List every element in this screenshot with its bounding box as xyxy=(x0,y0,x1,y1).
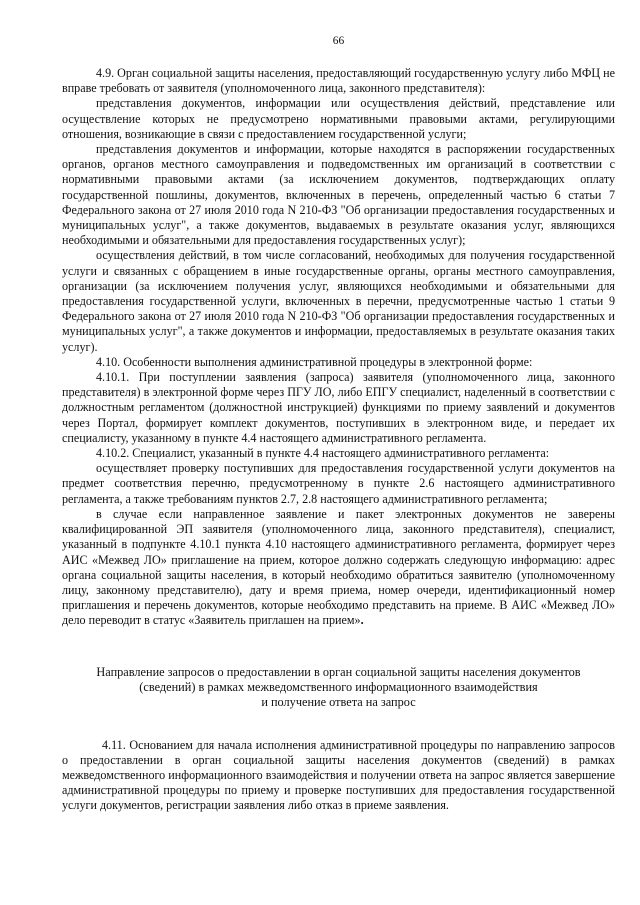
paragraph-list-item-1: представления документов, информации или осуществления действий, представление или осуществление которых не предусмотрено нормативными правовыми актами, регулирующими отношения, возникающие в связи с предоставлением государственной услуги; xyxy=(62,96,615,141)
document-page xyxy=(62,34,615,814)
paragraph-list-item-3: осуществления действий, в том числе согласований, необходимых для получения государственной услуги и связанных с обращением в иные государственные органы, органы местного самоуправления, организации (за исключением получения услуг, являющихся необходимыми и обязательными для предоставления государственной услуги, включенных в перечни, предусмотренные частью 1 статьи 9 Федерального закона от 27 июля 2010 года N 210-ФЗ "Об организации предоставления государственных и муниципальных услуг", а также документов и информации, предоставляемых в результате оказания таких услуг). xyxy=(62,248,615,354)
paragraph-verification: осуществляет проверку поступивших для предоставления государственной услуги документов на предмет соответствия перечню, предусмотренному в пункте 2.6 настоящего административного регламента, а также требованиям пунктов 2.7, 2.8 настоящего административного регламента; xyxy=(62,461,615,506)
body-text-bottom xyxy=(62,738,615,814)
paragraph-4-10: 4.10. Особенности выполнения административной процедуры в электронной форме: xyxy=(96,354,533,369)
section-heading-line-2: (сведений) в рамках межведомственного информационного взаимодействия xyxy=(139,679,538,694)
section-heading-line-1: Направление запросов о предоставлении в орган социальной защиты населения документов xyxy=(96,664,581,679)
paragraph-invitation xyxy=(62,507,615,629)
paragraph-4-11: 4.11. Основанием для начала исполнения административной процедуры по направлению запросов о предоставлении в орган социальной защиты населения документов (сведений) в рамках межведомственного информационного взаимодействия и получении ответа на запрос является завершение административной процедуры по приему и проверке поступивших для предоставления государственной услуги документов, регистрации заявления либо отказ в приеме заявления. xyxy=(62,737,615,813)
paragraph-4-9: 4.9. Орган социальной защиты населения, предоставляющий государственную услугу либо МФЦ не вправе требовать от заявителя (уполномоченного лица, законного представителя): xyxy=(62,66,615,96)
paragraph-invitation-text: в случае если направленное заявление и пакет электронных документов не заверены квалифицированной ЭП заявителя (уполномоченного лица, законного представителя), специалист, указанный в подпункте 4.10.1 пункта 4.10 настоящего административного регламента, формирует через АИС «Межвед ЛО» приглашение на прием, которое должно содержать следующую информацию: адрес органа социальной защиты населения, в который необходимо обратиться заявителю (уполномоченному лицу, законному представителю), дату и время приема, номер очереди, идентификационный номер приглашения и перечень документов, которые необходимо представить на приеме. В АИС «Межвед ЛО» дело переводит в статус «Заявитель приглашен на прием» xyxy=(62,506,615,628)
paragraph-4-10-1: 4.10.1. При поступлении заявления (запроса) заявителя (уполномоченного лица, законного представителя) в электронной форме через ПГУ ЛО, либо ЕПГУ специалист, наделенный в соответствии с должностным регламентом (должностной инструкцией) функциями по приему заявлений и документов через Портал, формирует комплект документов, поступивших в электронном виде, и передает их специалисту, указанному в пункте 4.4 настоящего административного регламента. xyxy=(62,370,615,445)
paragraph-list-item-2: представления документов и информации, которые находятся в распоряжении государственных органов, органов местного самоуправления и подведомственных им организаций в соответствии с нормативными правовыми актами (за исключением документов, подтверждающих оплату государственной пошлины, документов, включенных в перечень, определенный частью 6 статьи 7 Федерального закона от 27 июля 2010 года N 210-ФЗ "Об организации предоставления государственных и муниципальных услуг", а также документов, выдаваемых в результате оказания услуг, являющихся необходимыми и обязательными для предоставления государственных услуг); xyxy=(62,142,615,248)
section-heading xyxy=(62,665,615,710)
paragraph-4-10-2: 4.10.2. Специалист, указанный в пункте 4.4 настоящего административного регламента: xyxy=(96,446,550,461)
page-number: 66 xyxy=(332,35,345,47)
body-text-top xyxy=(62,66,615,629)
paragraph-invitation-bold-tail: . xyxy=(360,613,364,628)
section-heading-line-3: и получение ответа на запрос xyxy=(261,694,416,709)
